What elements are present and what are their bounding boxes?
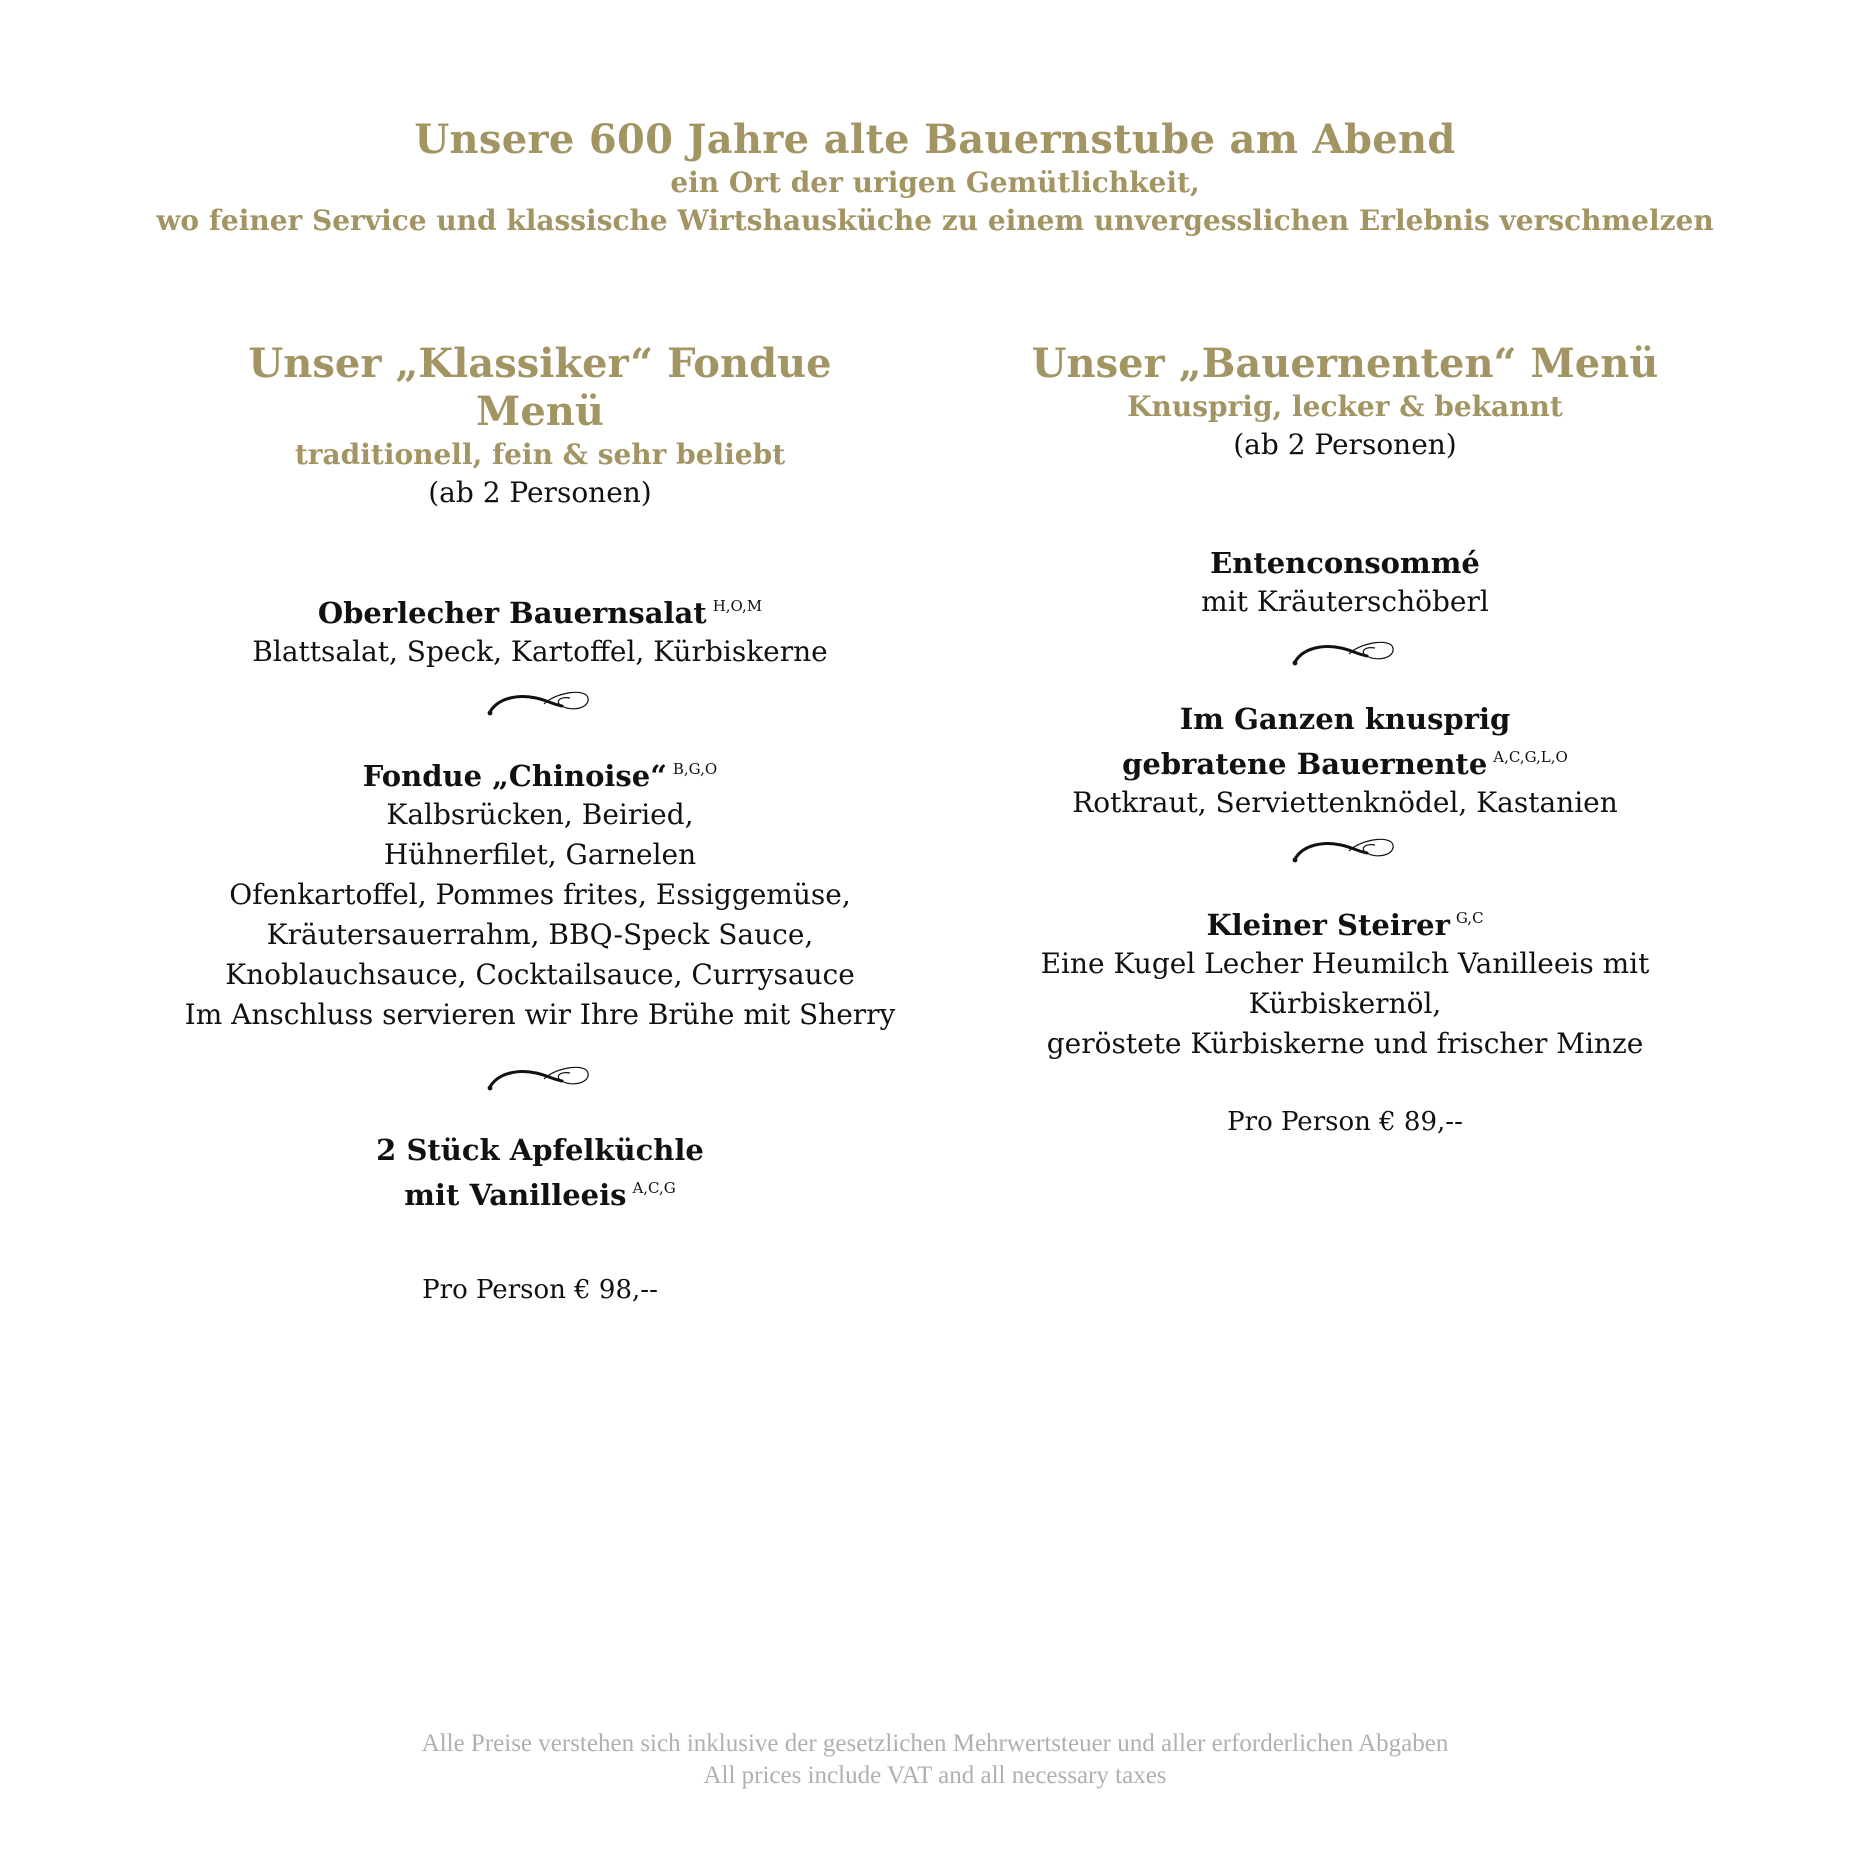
allergen-codes: G,C	[1455, 909, 1484, 927]
dish-description-line: Kalbsrücken, Beiried,	[386, 798, 694, 831]
dish-name: 2 Stück Apfelküchle	[376, 1133, 704, 1167]
menu-bauernenten	[1010, 340, 1680, 1140]
menu-subtitle: traditionell, fein & sehr beliebt	[294, 438, 786, 471]
dish-description-line: Ofenkartoffel, Pommes frites, Essiggemüse,	[229, 878, 851, 911]
flourish-divider-icon	[484, 682, 596, 722]
menu-subtitle: Knusprig, lecker & bekannt	[1127, 390, 1563, 423]
course-dessert	[180, 1131, 900, 1214]
course-fondue	[180, 750, 900, 1035]
dish-description: Rotkraut, Serviettenknödel, Kastanien	[1072, 786, 1618, 819]
menu-title: Unser „Klassiker“ Fondue Menü	[248, 340, 832, 435]
dish-description: Blattsalat, Speck, Kartoffel, Kürbiskerne	[252, 635, 828, 668]
dish-name: Fondue „Chinoise“	[362, 759, 667, 793]
dish-name: Entenconsommé	[1210, 546, 1480, 580]
dish-name: Im Ganzen knusprig	[1179, 702, 1511, 736]
header-subtitle-2: wo feiner Service und klassische Wirtshausküche zu einem unvergesslichen Erlebnis verschmelzen	[156, 204, 1714, 237]
course-consomme	[1010, 544, 1680, 622]
flourish-divider-icon	[1289, 632, 1401, 672]
page-title: Unsere 600 Jahre alte Bauernstube am Abend	[414, 116, 1456, 163]
allergen-codes: H,O,M	[712, 597, 763, 615]
allergen-codes: A,C,G,L,O	[1493, 748, 1568, 766]
dish-description-line: Kürbiskernöl,	[1248, 987, 1442, 1020]
dish-description-line: Kräutersauerrahm, BBQ-Speck Sauce,	[266, 918, 814, 951]
menu-price: Pro Person € 98,--	[422, 1275, 658, 1305]
flourish-divider-icon	[1289, 829, 1401, 869]
footer-line-de: Alle Preise verstehen sich inklusive der gesetzlichen Mehrwertsteuer und aller erforderlichen Abgaben	[421, 1730, 1449, 1757]
page-header	[0, 116, 1870, 240]
dish-name-line2: gebratene Bauernente	[1122, 747, 1488, 781]
dish-description-line: geröstete Kürbiskerne und frischer Minze	[1046, 1027, 1644, 1060]
menu-klassiker	[180, 340, 900, 1308]
menu-persons: (ab 2 Personen)	[428, 476, 652, 509]
footer-line-en: All prices include VAT and all necessary taxes	[703, 1762, 1167, 1789]
course-salad	[180, 587, 900, 672]
dish-description-line: Hühnerfilet, Garnelen	[383, 838, 697, 871]
menu-persons: (ab 2 Personen)	[1233, 428, 1457, 461]
header-subtitle-1: ein Ort der urigen Gemütlichkeit,	[670, 166, 1200, 199]
dish-name: Kleiner Steirer	[1206, 908, 1450, 942]
allergen-codes: A,C,G	[632, 1179, 676, 1197]
dish-description-line: Knoblauchsauce, Cocktailsauce, Currysauce	[225, 958, 855, 991]
dish-description-line: Im Anschluss servieren wir Ihre Brühe mit Sherry	[184, 998, 896, 1031]
dish-description: mit Kräuterschöberl	[1201, 585, 1489, 618]
course-steirer	[1010, 899, 1680, 1064]
dish-name: Oberlecher Bauernsalat	[317, 596, 707, 630]
dish-name-line2: mit Vanilleeis	[404, 1178, 627, 1212]
dish-description-line: Eine Kugel Lecher Heumilch Vanilleeis mit	[1040, 947, 1650, 980]
menu-title: Unser „Bauernenten“ Menü	[1031, 340, 1659, 387]
course-duck	[1010, 700, 1680, 823]
allergen-codes: B,G,O	[672, 760, 718, 778]
flourish-divider-icon	[484, 1057, 596, 1097]
footer-note	[0, 1728, 1870, 1792]
menu-price: Pro Person € 89,--	[1227, 1107, 1463, 1137]
